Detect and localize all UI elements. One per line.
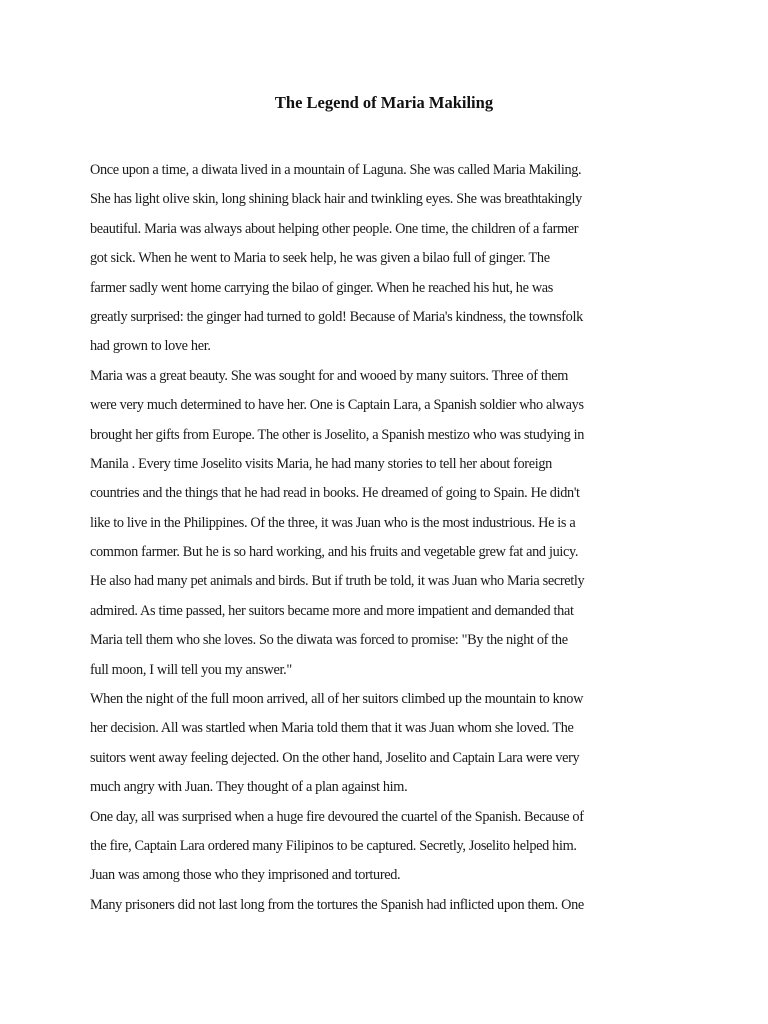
text-line: like to live in the Philippines. Of the three, it was Juan who is the most industrious. He is a: [90, 514, 576, 531]
text-line: Manila . Every time Joselito visits Maria, he had many stories to tell her about foreign: [90, 455, 552, 472]
text-line: Many prisoners did not last long from the tortures the Spanish had inflicted upon them. One: [90, 896, 584, 913]
text-line: Maria tell them who she loves. So the diwata was forced to promise: "By the night of the: [90, 632, 568, 649]
text-line: brought her gifts from Europe. The other is Joselito, a Spanish mestizo who was studying in: [90, 426, 585, 443]
document-body: [90, 156, 602, 920]
text-line: farmer sadly went home carrying the bilao of ginger. When he reached his hut, he was: [90, 279, 554, 296]
text-line: much angry with Juan. They thought of a plan against him.: [90, 779, 408, 796]
text-line: countries and the things that he had read in books. He dreamed of going to Spain. He didn't: [90, 485, 580, 502]
text-line: When the night of the full moon arrived, all of her suitors climbed up the mountain to know: [90, 691, 584, 708]
text-line: the fire, Captain Lara ordered many Filipinos to be captured. Secretly, Joselito helped him.: [90, 837, 577, 854]
text-line: had grown to love her.: [90, 338, 211, 355]
text-line: got sick. When he went to Maria to seek help, he was given a bilao full of ginger. The: [90, 250, 550, 267]
text-line: beautiful. Maria was always about helping other people. One time, the children of a farmer: [90, 220, 579, 237]
text-line: full moon, I will tell you my answer.": [90, 661, 292, 678]
text-line: Once upon a time, a diwata lived in a mountain of Laguna. She was called Maria Makiling.: [90, 162, 582, 178]
text-line: He also had many pet animals and birds. But if truth be told, it was Juan who Maria secretly: [90, 573, 585, 590]
text-line: admired. As time passed, her suitors became more and more impatient and demanded that: [90, 602, 574, 619]
text-line: common farmer. But he is so hard working, and his fruits and vegetable grew fat and juicy.: [90, 544, 579, 561]
text-line: One day, all was surprised when a huge fire devoured the cuartel of the Spanish. Because of: [90, 808, 584, 825]
document-title: The Legend of Maria Makiling: [274, 93, 494, 112]
text-line: her decision. All was startled when Maria told them that it was Juan whom she loved. The: [90, 720, 574, 737]
text-line: were very much determined to have her. One is Captain Lara, a Spanish soldier who always: [90, 397, 584, 414]
text-line: Maria was a great beauty. She was sought for and wooed by many suitors. Three of them: [90, 367, 569, 384]
text-line: greatly surprised: the ginger had turned to gold! Because of Maria's kindness, the townsfolk: [90, 308, 583, 325]
text-line: suitors went away feeling dejected. On the other hand, Joselito and Captain Lara were very: [90, 749, 580, 766]
text-line: Juan was among those who they imprisoned and tortured.: [90, 867, 401, 884]
text-line: She has light olive skin, long shining black hair and twinkling eyes. She was breathtakingly: [90, 191, 582, 208]
